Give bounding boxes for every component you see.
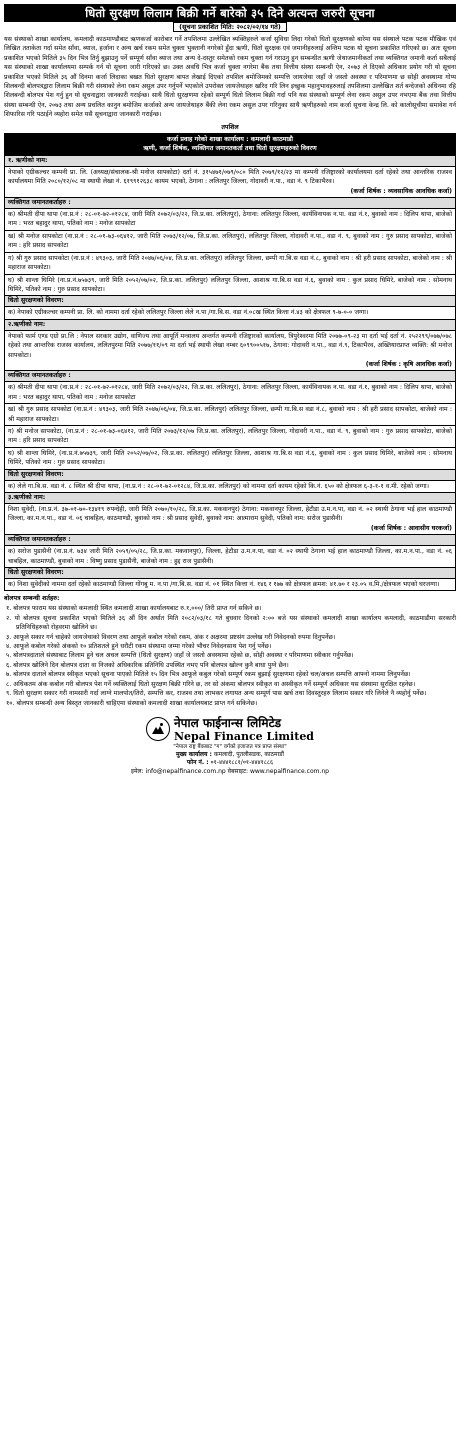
company-contact (131, 768, 329, 777)
bid-term: ४. आफूले कबोल गरेको अंकको १० प्रतिशतले हुने धरौटी रकम संस्थामा जम्मा गरेको भौचर निवेदनसाथ पेश गर्नु पर्नेछ। (6, 643, 272, 651)
borrower-3-details: निशा सुवेदी, (ना.प्र.नं. ३७-०१-७०-१३४१९ रुपन्देही, जारी मिति २०७०/१०/२८, जि.प्र.का. मकवानपुर) ठेगाना: मकवानपुर जिल्ला, हेटौडा उ.म.न.पा, वडा नं. ०२ स्थायी ठेगाना भई हाल काठमाण्डौ जिल्ला, का.म.न.पा., वडा नं. ०६ चाबहिल, काठमाण्डौ, बुवाको नाम : श्री प्रसाद सुवेदी, बुवाको नाम: आत्माराम सुवेदी, पतिको नाम: सरोज पुडासैनी। (8, 506, 452, 523)
guarantor-row: घ) श्री शान्ता घिमिरे, (ना.प्र.नं.७५७३९, जारी मिति २०५२/०७/०२, जि.प्र.का. ललितपुर) ललितपुर जिल्ला, आशाश्र गा.बि.स वडा नं.६, बुवाको नाम : कुल प्रसाद घिमिरे, बाजेको नाम : सोमनाथ घिमिरे, पतिको नाम : गुरु प्रसाद सापकोटा। (8, 449, 452, 467)
bid-term: ३. आफूले सकार गर्न चाहेको जायजेथाको विवरण तथा आफूले कबोल गरेको रकम, अंक र अक्षरमा प्रष्टसंग उल्लेख गरी निवेदनको रुपमा दिनुपर्नेछ। (6, 633, 336, 641)
borrower-2-collateral (5, 469, 455, 492)
borrower-1-guarantor-head: व्यक्तिगत जमानतकर्ताहरु : (5, 198, 455, 209)
guarantor-row: घ) श्री शान्ता घिमिरे (ना.प्र.नं.७५७३९, जारी मिति २०५२/०७/०२, जि.प्र.का. ललितपुर) ललितपुर जिल्ला, आशाश्र गा.बि.स वडा नं.६, बुवाको नाम : कुल प्रसाद घिमिरे, बाजेको नाम : सोमनाथ घिमिरे, पतिको नाम : गुरु प्रसाद सापकोटा। (8, 276, 452, 293)
company-names (174, 716, 314, 743)
borrower-2-details-row (5, 331, 455, 371)
borrower-1-collateral (5, 295, 455, 318)
company-brand (146, 716, 314, 743)
table-header-desc: ऋणी, कर्जा शिर्षक, व्यक्तिगत जमानतकर्ता तथा धितो सुरक्षणहरुको विवरण (143, 145, 317, 153)
guarantor-row: क) श्रीमती दीपा थापा (ना.प्र.नं : २८-०१-७२-०१२८४, जारी मिति २०७२/०३/२२, जि.प्र.का. ललितपुर), ठेगाना: ललितपुर जिल्ला, कार्यविनायक न.पा. वडा नं.१, बुवाको नाम : दिलिप थापा, बाजेको नाम : भरत बहादुर थापा, पतिको नाम : मनोज सापकोटा (5, 209, 455, 231)
bid-term: ८. अधिकतम अंक कबोल गरी बोलपत्र पेश गर्ने व्यक्तिलाई धितो सुरक्षण बिक्री गरिने छ, तर सो अंकमा बोलपत्र स्वीकृत वा अस्वीकृत गर्ने सम्पूर्ण अधिकार यस संस्थामा सुरक्षित रहनेछ। (6, 680, 416, 688)
borrower-2-section (5, 319, 455, 371)
email-value[interactable]: info@nepalfinance.com.np (145, 767, 226, 775)
table-header (5, 134, 455, 155)
company-logo-icon (146, 717, 170, 741)
bid-term: ५. बोलपत्रदाताले संस्थाबाट लिलाम हुने चल अचल सम्पत्ति (धितो सुरक्षण) जहाँ जे जस्तो अवस्थामा रहेको छ, सोही अवस्था र परिमाणमा स्वीकार गर्नुपर्नेछ। (6, 652, 354, 660)
office-label: मुख्य कार्यालय : (176, 750, 212, 758)
publish-date: (सूचना प्रकाशित मिति: २०८२/०२/१४ गते) (173, 22, 287, 32)
phone-value: ०१-४४४१८८१/०१-४४४१८८६ (210, 759, 274, 767)
notice-headline: धितो सुरक्षण लिलाम बिक्री गर्ने बारेको ३५ दिने अत्यन्त जरुरी सूचना (4, 4, 456, 22)
borrower-3-title: ३.ऋणीको नाम: (5, 493, 455, 504)
guarantor-row: ख) श्री मनोज सापकोटा (ना.प्र.नं : २८-०१-७३-०६४१२, जारी मिति २०७३/१२/०७, जि.प्र.का. ललितपुर), ललितपुर जिल्ला, गोदावरी न.पा., वडा नं. ९, बुवाको नाम : गुरु प्रसाद सापकोटा, बाजेको नाम : हरि प्रसाद सापकोटा (5, 231, 455, 253)
collateral-row: क) निशा सुवेदीको नाममा दर्ता रहेको काठमाण्डौ जिल्ला गोंगबु म. न.पा /गा.बि.स. वडा नं. ०१ स्थित कित्ता नं. १४६ र १७७ को क्षेत्रफल क्रमश: ४१.७० र २३.०५ व.मि./क्षेत्रफल भएको घरजग्गा। (8, 581, 440, 589)
company-tagline: "नेपाल राष्ट्र बैंकबाट "ग" वर्गको इजाजत पत्र प्राप्त संस्था" (173, 743, 287, 750)
borrower-3-loan-type: (कर्जा शिर्षक : आवासीय घरकर्जा) (370, 524, 452, 532)
borrower-3-guarantors (5, 534, 455, 567)
borrower-3-section (5, 492, 455, 534)
bid-term: ७. बोलपत्र दाताले बोलपत्र स्वीकृत भएको सूचना पाएको मितिले १५ दिन भित्र आफूले कबुल गरेको सम्पूर्ण रकम बुझाई सुरक्षणमा रहेको चल/अचल सम्पत्ति आफ्नो नाममा लिनुपर्नेछ। (6, 671, 411, 679)
guarantor-row: ख) श्री गुरु प्रसाद सापकोटा (ना.प्र.नं : ४९३०३, जारी मिति २०४७/०६/०४, जि.प्र.का. ललितपुर) ललितपुर जिल्ला, छम्पी गा.बि.स वडा नं.८, बुवाको नाम : श्री हरी प्रसाद सापकोटा, बाजेको नाम : श्री महाराज सापकोटा। (5, 404, 455, 426)
borrower-2-loan-type: (कर्जा शिर्षक : कृषि आवधिक कर्जा) (365, 360, 452, 368)
borrower-2-collateral-head: धितो सुरक्षणको विवरण: (5, 470, 455, 481)
company-phone (187, 759, 273, 768)
guarantor-row: ग) श्री मनोज सापकोटा, (ना.प्र.नं : २८-०१-७३-०६४१२, जारी मिति २०७३/१२/०७ जि.प्र.का. ललितपुर), ललितपुर जिल्ला, गोदावरी न.पा., वडा नं. ९, बुवाको नाम : गुरु प्रसाद सापकोटा, बाजेको नाम : हरि प्रसाद सापकोटा (5, 426, 455, 448)
borrower-1-collateral-head: धितो सुरक्षणको विवरण: (5, 296, 455, 307)
borrower-3-details-row (5, 504, 455, 534)
bid-term: १०. बोलपत्र सम्बन्धी अन्य बिस्तृत जानकारी चाहिएमा संस्थाको कमलादी शाखा कार्यालयबाट प्राप्त गर्न सकिनेछ। (6, 699, 258, 707)
borrower-1-section (5, 155, 455, 197)
details-table (4, 133, 456, 592)
intro-paragraph: यस संस्थाको शाखा कार्यालय, कमलादी काठमाण्डौबाट ऋणकर्जा कारोबार गर्ने तपशिलमा उल्लेखित ब्यक्तिहरुले कर्जा सुविधा लिदा गरेको धितो सुरक्षणको बारेमा यस संस्थाले पटक पटक मौखिक एवं लिखित तताकेता गर्दा समेत साँवा, ब्याज, हर्जाना र अन्य खर्च रकम समेत चुक्ता भुक्तानी नगरेको हुँदा ऋणी, धितो सुरक्षक एवं जमानीहरुलाई अन्तिम पटक यो सूचना प्रकाशित गरिएको छ। अतः सूचना प्रकाशित भएको मितिले ३५ दिन भित्र तिर्नु बुझाउनु पर्ने सम्पूर्ण साँवा ब्याज तथा अन्य दे-दस्तुर समेतको रकम चुक्ता गर्न गराउनु हुन सम्बन्धीत ऋणी जेथाजमानीकर्ता तथा व्यक्तिगत जमानी कर्ता सबैलाई यस संस्थाको शाखा कार्यालयमा सम्पर्क गर्न यो सूचना जारी गरिएको छ। उक्त अवधि भित्र कर्जा चुक्ता नगरेमा बैंक तथा वित्तीय संस्था सम्बन्धी ऐन, २०७३ ले दिएको अधिकार प्रयोग गरी यो सूचना प्रकाशित भएको मितिले ३६ औं दिनमा कर्जा लिदाका बखत धितो सुरक्षण बापत लेखाई दिएको तपशिल बमोजिमको सम्पत्ति जायजेथा जहाँ जे जस्तो अवस्था र परिमाणमा छ सोही अवस्थामा गोप्य शिलबन्दी बोलपत्रद्वारा लिलाम बिक्री गरी संस्थाको लेना रकम असुल उपर गर्नुपर्ने भएकोले उपरोक्त जायजेथाहरु खरिद गरि लिन इच्छुक महानुभावहरुलाई तपशिलमा उल्लेखित शर्त बन्देजको अधिनमा रहि शिलबन्दी बोलपत्र पेश गर्नु हुन यो सूचनाद्वारा जानकारी गराईन्छ। साथै धितो सुरक्षणमा रहेको सम्पूर्ण धितो लिलाम बिक्री गर्दा पनि यस संस्थाको सम्पूर्ण लेना रकम असुल उपर नभएमा बैंक तथा वित्तीय संस्था सम्बन्धी ऐन, २०७३ तथा अन्य प्रचलित कानुन बमोजिम कर्जाको अन्य जायजेथाहरु बैंकी लेना रकम असुल उपर गरिनुका साथै ऋणीहरुको नाम कर्जा सूचना केन्द्र लि. को कालोसूचीमा समावेश गर्न शिफारिस गरि पठाईने व्यहोरा समेत यसै सूचनाद्वारा जानकारी गराईन्छ। (4, 36, 456, 119)
guarantor-row: ग) श्री गुरु प्रसाद सापकोटा (ना.प्र.नं : ४९३०३, जारी मिति २०४७/०६/०४, जि.प्र.का. ललितपुर) ललितपुर जिल्ला, छम्पी गा.बि.स वडा नं.८, बुवाको नाम : श्री हरी प्रसाद सापकोटा, बाजेको नाम : श्री महाराज सापकोटा। (5, 253, 455, 275)
borrower-1-details-row (5, 167, 455, 197)
borrower-3-collateral-head: धितो सुरक्षणको विवरण: (5, 568, 455, 579)
office-value: कमलादी, पुतलीसडक, काठमाडौं (213, 750, 284, 758)
table-header-branch: कर्जा प्रवाह गरेको शाखा कार्यालय : कमलादी काठमाडौ (166, 135, 293, 143)
publish-date-wrap (4, 22, 456, 33)
borrower-3-collateral (5, 567, 455, 590)
collateral-row: क) नेपाको एग्रीकल्चर कम्पनी प्रा. लि. को नाममा दर्ता रहेको ललितपुर जिल्ला लेले न.पा /गा.बि.स. वडा नं.०८ख स्थित कित्ता नं.४३ को क्षेत्रफल ९-७-०-० जग्गा। (8, 309, 369, 317)
bid-term: १. बोलपत्र फाराम यस संस्थाको कमलादी स्थित कमलादी शाखा कार्यालयबाट रु.१,०००/ तिरी प्राप्त गर्न सकिने छ। (6, 605, 262, 613)
company-name-english: Nepal Finance Limited (173, 729, 315, 743)
notice-page (4, 4, 456, 776)
borrower-1-title: १. ऋणीको नाम: (5, 156, 455, 167)
website-value[interactable]: www.nepalfinance.com.np (249, 767, 329, 775)
bid-terms-heading: बोलपत्र सम्बन्धी शर्तहरु: (4, 595, 60, 603)
guarantor-row: क) सरोज पुडासैनी (ना.प्र.नं. ७३४ जारी मिति २०५९/०५/२८, जि.प्र.का. मकवानपुर), जिल्ला, हेटौडा उ.म.न.पा, वडा नं. ०२ स्थायी ठेगाना भई हाल काठमाण्डौ जिल्ला, का.म.न.पा., वडा नं. ०६ चाबहिल, काठमाण्डौ, बुवाको नाम : विष्णु प्रसाद पुडासैनी, बाजेको नाम : हुद्द राज पुडासैनी। (8, 548, 452, 565)
borrower-1-loan-type: (कर्जा शिर्षक : व्यवसायिक आवधिक कर्जा) (350, 187, 452, 195)
company-name-nepali: नेपाल फाईनान्स लिमिटेड (173, 715, 282, 730)
email-label: इमेल: (131, 767, 144, 775)
bid-term: ६. बोलपत्र खोलिने दिन बोलपत्र दाता वा निजको अधिकारिक प्रतिनिधि उपस्थित नभए पनि बोलपत्र खोल्न कुनै बाधा पुग्ने छैन। (6, 661, 289, 669)
borrower-1-details: नेपाको एग्रीकल्चर कम्पनी प्रा. लि. (अध्यक्ष/संचालक-श्री मनोज सापकोटा) दर्ता नं. ३१५४७१/०७९/०८० मिति २०७९/१२/२३ मा कम्पनी रजिष्ट्रारको कार्यालयमा दर्ता रहेको तथा आन्तरिक राजश्व कार्यालयमा मिति २०८०/१२/०८ मा स्थायी लेखा नं. ६१९९१२६३८ कायम भएको, ठेगाना : ललितपुर जिल्ला, गोदावरी न.पा., वडा नं. ९ टिकाभैरव। (8, 168, 452, 186)
borrower-3-guarantor-head: व्यक्तिगत जमानतकर्ताहरु : (5, 535, 455, 546)
borrower-2-title: २.ऋणीको नाम: (5, 320, 455, 331)
borrower-2-guarantor-head: व्यक्तिगत जमानतकर्ताहरु : (5, 371, 455, 382)
bid-term: २. यो बोलपत्र सूचना प्रकाशित भएको मितिले ३६ औं दिन अर्थात मिति २०८२/०३/१८ गते बुधवार दिनको २:०० बजे यस संस्थाको कमलादी शाखा कार्यालय कमलादी, काठमाडौमा सरकारी प्रतिनिधिहरुको रोहवरमा खोलिने छ। (6, 614, 456, 632)
bid-term: ९. धितो सुरक्षण सकार गरी नामसारी गर्दा लाग्ने मालपोत/तिरो, सम्पत्ति कर, राजश्व तथा लाभकर लगायत अन्य सम्पूर्ण पास खर्च तथा दिवस्तुरहरु लिलाम सकार गरि लिनेले नै व्यहोर्नु पर्नेछ। (6, 690, 427, 698)
company-footer (4, 716, 456, 777)
bid-terms-list (4, 604, 456, 707)
collateral-row: क) लेले गा.बि.स. वडा नं. ८ स्थित श्री दीपा थापा, (ना.प्र.नं : २८-०१-७२-०१२८४, जि.प्र.का. ललितपुर) को नाममा दर्ता कायम रहेको कि.नं. ६५० को क्षेत्रफल ६-३-१-१ व.मी. रहेको जग्गा। (8, 482, 430, 490)
phone-label: फोन नं. : (186, 759, 209, 767)
table-caption: तपशिल (221, 123, 239, 131)
guarantor-row: क) श्रीमती दीपा थापा (ना.प्र.नं : २८-०१-७२-०१२८४, जारी मिति २०७२/०३/२२, जि.प्र.का. ललितपुर), ठेगाना: ललितपुर जिल्ला, कार्यविनायक न.पा. वडा नं.१, बुवाको नाम : दिलिप थापा, बाजेको नाम : भरत बहादुर थापा, पतिको नाम : मनोज सापकोटा (5, 382, 455, 404)
borrower-2-details: नेपाको फार्म एण्ड एग्रो प्रा.लि : नेपाल सरकार उद्योग, वाणिज्य तथा आपूर्ति मन्त्रालय अन्तर्गत कम्पनी रजिष्ट्रारको कार्यालय, त्रिपुरेश्वरमा मिति २०७७-०९-२३ मा दर्ता भई दर्ता नं. २५२२९९/०७७/०७८ रहेको तथा आन्तरिक राजस्व कार्यालय, ललितपुरमा मिति २०७७/११/०९ मा दर्ता भई स्थायी लेखा नम्बर ६०९९००५१७, ठेगाना: गोदावरी न.पा., वडा नं.९, टिकाभैरव, अख्तियारप्राप्त व्यक्ति: श्री मनोज सापकोटा। (8, 332, 452, 359)
website-label: वेबसाइट: (227, 767, 249, 775)
borrower-1-guarantors (5, 197, 455, 295)
borrower-2-guarantors (5, 370, 455, 468)
